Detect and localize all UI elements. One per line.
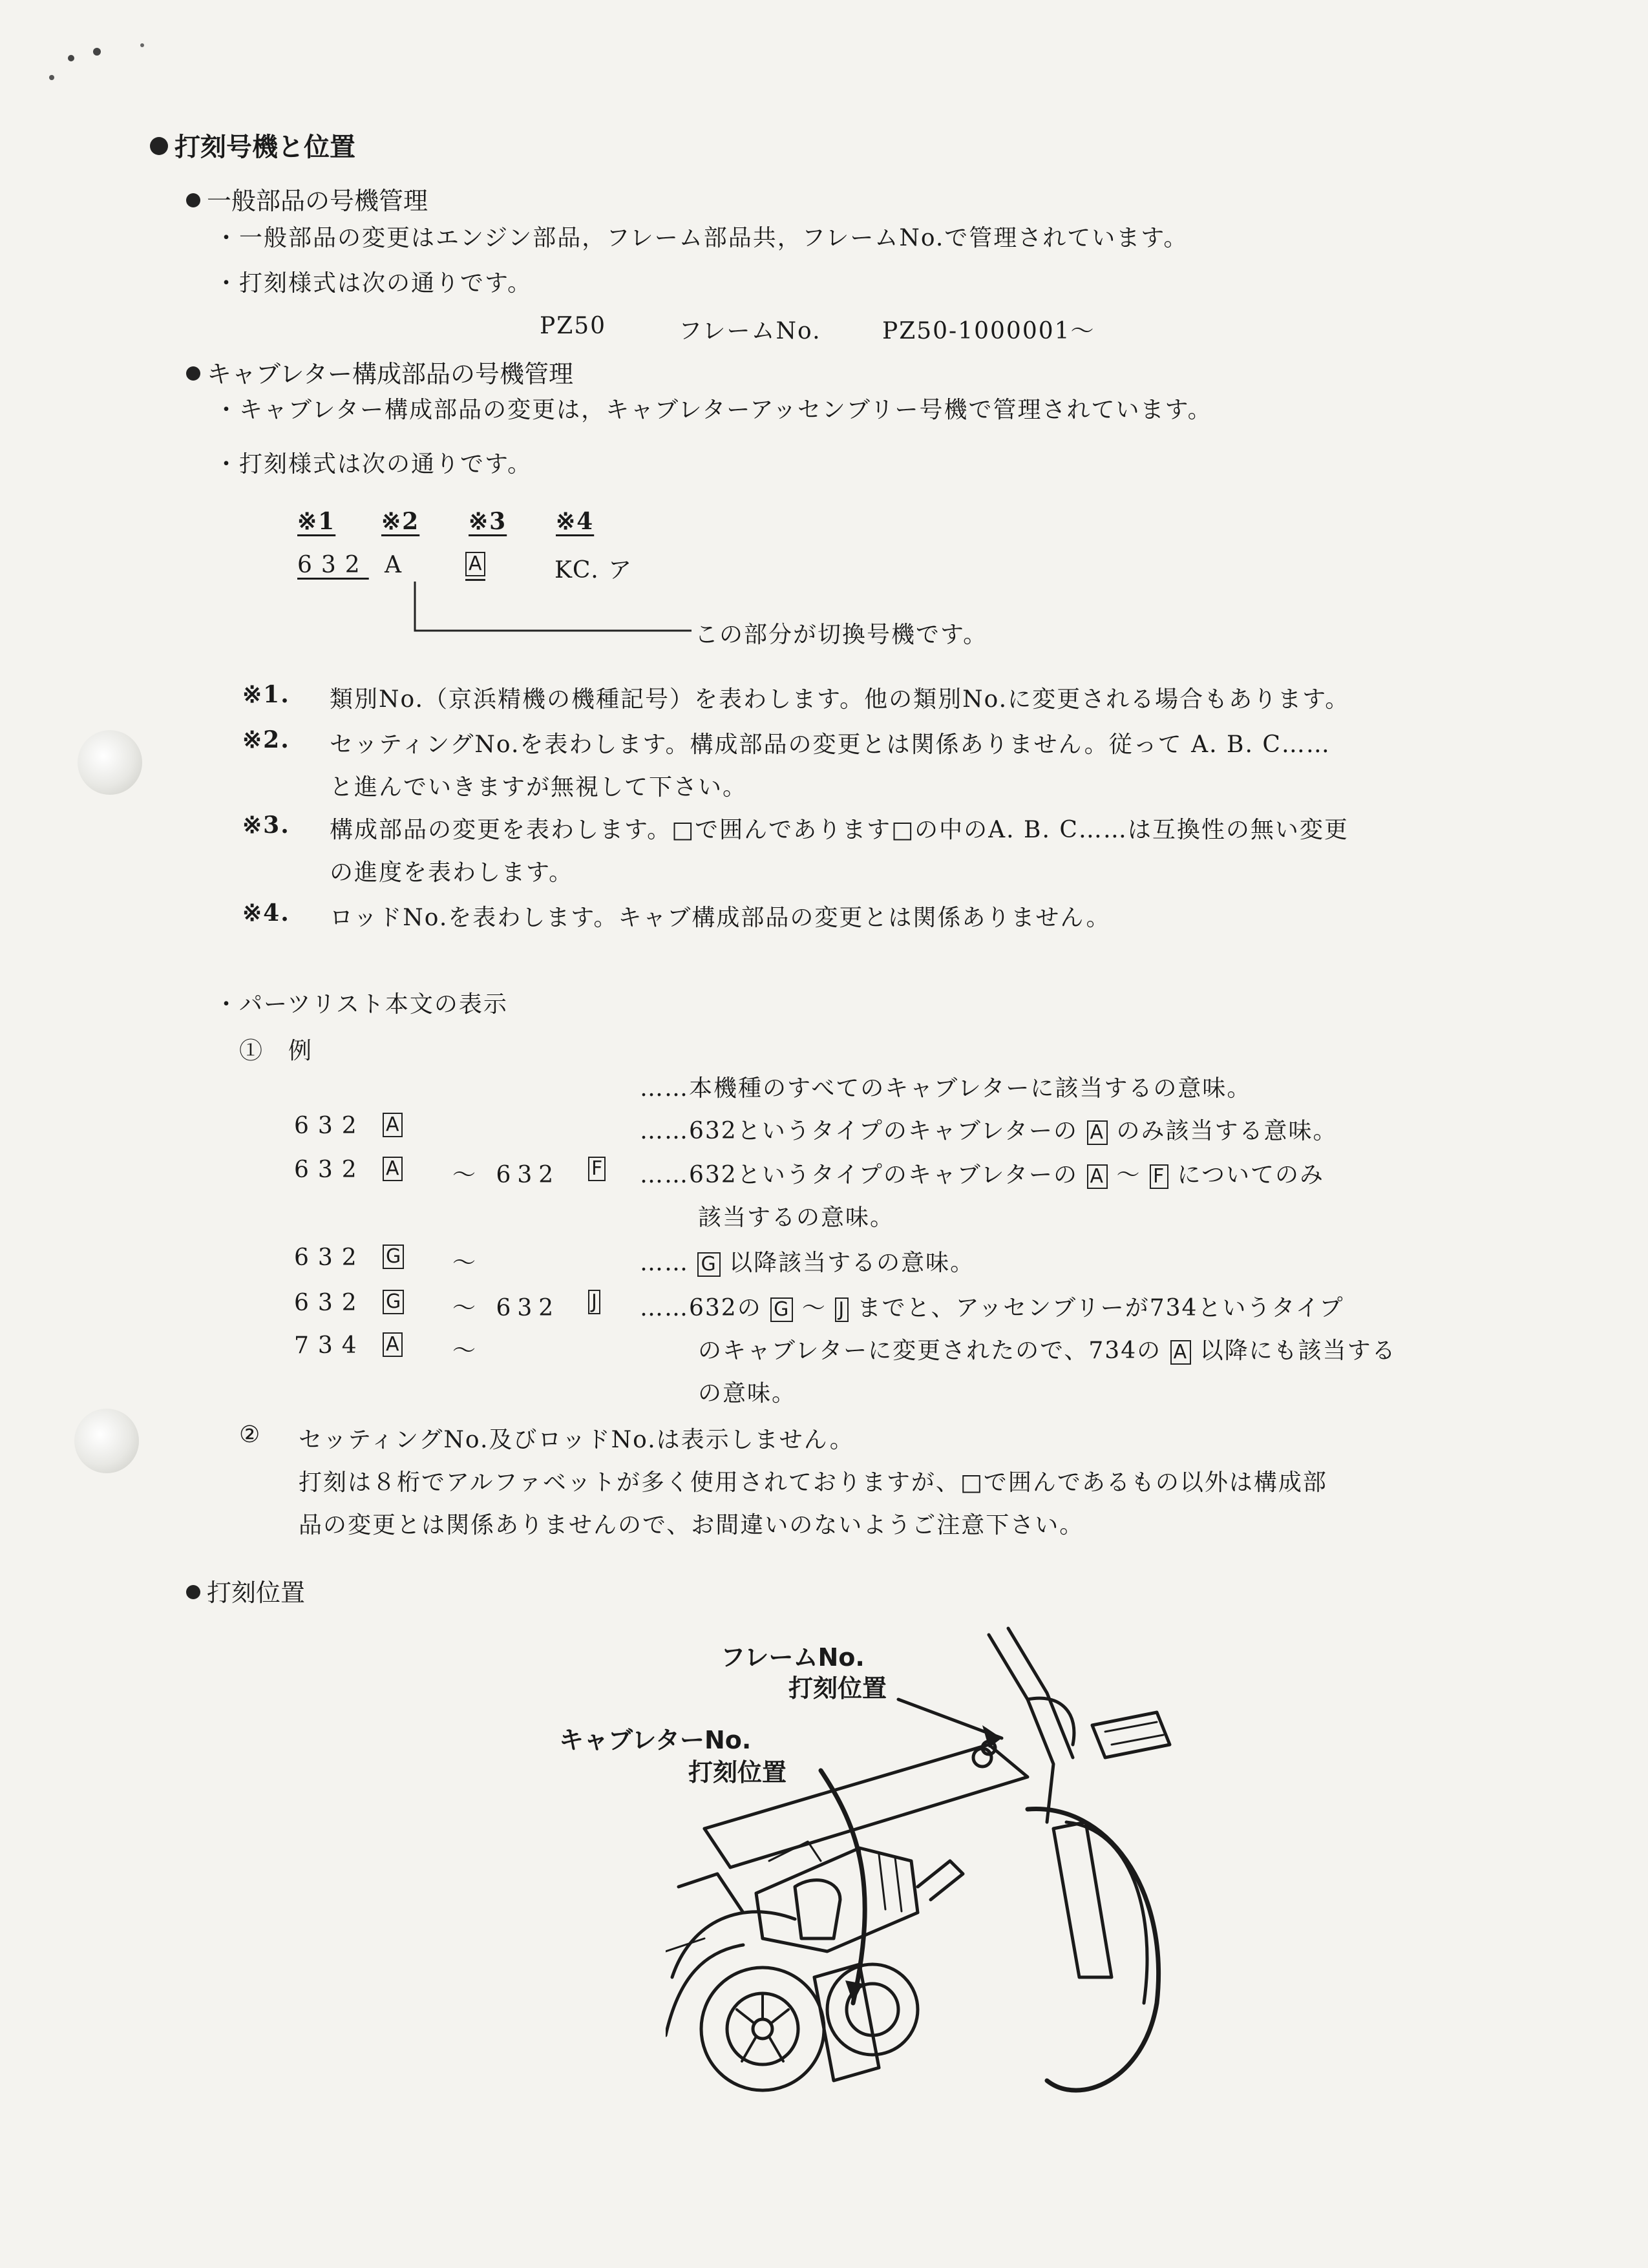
- example-row-3-box: [383, 1244, 404, 1269]
- example-row-0-desc: ……本機種のすべてのキャブレターに該当するの意味。: [640, 1075, 1252, 1102]
- example-row-1-desc: [640, 1113, 1338, 1146]
- desc-part: ～: [801, 1295, 827, 1321]
- desc-part: のみ該当する意味。: [1116, 1118, 1338, 1144]
- note2-line2: 打刻は８桁でアルファベットが多く使用されておりますが、□で囲んであるもの以外は構成部: [299, 1469, 1327, 1496]
- example-row-4-box: [383, 1290, 404, 1314]
- example-row-4-desc: [640, 1290, 1344, 1323]
- example-row-2-box2: [588, 1157, 606, 1181]
- boxed-letter: F: [588, 1157, 606, 1181]
- example-row-1-code: 632: [294, 1113, 366, 1139]
- sec1-title: 一般部品の号機管理: [186, 181, 428, 216]
- note-4-mark: ※4.: [242, 899, 290, 927]
- example-row-2-code: 632: [294, 1157, 366, 1183]
- example-label: ① 例: [239, 1038, 313, 1064]
- sec1-model: PZ50: [540, 313, 607, 339]
- position-title: 打刻位置: [186, 1573, 305, 1608]
- switch-bracket: [407, 582, 698, 640]
- example-row-2-box: [383, 1157, 403, 1181]
- desc-part: のキャブレターに変更されたので、734の: [698, 1338, 1162, 1364]
- sec1-frame-label: フレームNo.: [679, 318, 821, 344]
- example-row-3-range: ～: [452, 1250, 478, 1276]
- sec2-line2: ・打刻様式は次の通りです。: [215, 451, 533, 478]
- example-row-5-desc: [698, 1332, 1397, 1365]
- carb-callout-line2: 打刻位置: [688, 1758, 787, 1787]
- boxed-letter: A: [383, 1113, 403, 1137]
- page-heading: 打刻号機と位置: [150, 127, 355, 163]
- desc-part: 以降にも該当する: [1199, 1338, 1397, 1364]
- boxed-letter: J: [835, 1297, 849, 1322]
- example-row-4-code: 632: [294, 1290, 366, 1316]
- example-row-2-desc-cont: 該当するの意味。: [698, 1204, 895, 1231]
- frame-callout-line1: フレームNo.: [721, 1643, 865, 1672]
- sec1-line2: ・打刻様式は次の通りです。: [215, 270, 533, 297]
- desc-part: ……632というタイプのキャブレターの: [640, 1162, 1079, 1188]
- code-label-3: ※3: [469, 508, 507, 535]
- sec1-line1: ・一般部品の変更はエンジン部品，フレーム部品共，フレームNo.で管理されています。: [215, 225, 1188, 251]
- note2-line3: 品の変更とは関係ありませんので、お間違いのないようご注意下さい。: [299, 1512, 1084, 1538]
- note-2-text: セッティングNo.を表わします。構成部品の変更とは関係ありません。従って A. B. C……: [330, 731, 1331, 758]
- note-2-mark: ※2.: [242, 726, 290, 753]
- example-row-5-range: ～: [452, 1338, 478, 1364]
- example-row-3-code: 632: [294, 1244, 366, 1271]
- code-setting-letter: A: [385, 552, 403, 578]
- note-3-text-cont: の進度を表わします。: [330, 859, 574, 886]
- example-row-1-box: [383, 1113, 403, 1137]
- code-label-2: ※2: [381, 508, 420, 535]
- note-4-text: ロッドNo.を表わします。キャブ構成部品の変更とは関係ありません。: [330, 905, 1111, 931]
- example-row-5-box: [383, 1332, 403, 1357]
- example-row-4-box2: [588, 1290, 600, 1314]
- bullet-icon: [150, 137, 168, 155]
- desc-part: ……632というタイプのキャブレターの: [640, 1118, 1079, 1144]
- desc-part: ……632の: [640, 1295, 762, 1321]
- note-3-text: 構成部品の変更を表わします。□で囲んであります□の中のA. B. C……は互換性の無い変更: [330, 817, 1349, 843]
- code-change-letter: [465, 552, 485, 581]
- sec2-line1: ・キャブレター構成部品の変更は，キャブレターアッセンブリー号機で管理されています。: [215, 397, 1212, 423]
- desc-part: ……: [640, 1250, 689, 1276]
- frame-callout-line2: 打刻位置: [788, 1674, 887, 1703]
- example-row-2-desc: [640, 1157, 1324, 1190]
- desc-part: までと、アッセンブリーが734というタイプ: [857, 1295, 1344, 1321]
- parts-title: ・パーツリスト本文の表示: [215, 991, 508, 1018]
- example-row-4-range: ～ 632: [452, 1295, 560, 1321]
- note-1-text: 類別No.（京浜精機の機種記号）を表わします。他の類別No.に変更される場合もあります。: [330, 686, 1350, 713]
- boxed-letter: A: [465, 552, 485, 576]
- motorcycle-illustration: [666, 1615, 1228, 2119]
- code-label-1: ※1: [297, 508, 336, 535]
- sec1-frame-value: PZ50-1000001～: [882, 318, 1095, 344]
- example-row-5-code: 734: [294, 1332, 366, 1359]
- desc-part: についてのみ: [1177, 1162, 1324, 1188]
- code-class-number: 632: [297, 552, 369, 578]
- bullet-icon: [186, 193, 200, 207]
- example-row-2-range: ～ 632: [452, 1162, 560, 1188]
- boxed-letter: G: [383, 1290, 404, 1314]
- example-row-5-desc-cont: の意味。: [698, 1380, 797, 1407]
- example-row-3-desc: [640, 1244, 975, 1277]
- code-lot: KC. ア: [555, 557, 633, 583]
- boxed-letter: F: [1150, 1164, 1168, 1189]
- sec2-title: キャブレター構成部品の号機管理: [186, 354, 573, 390]
- boxed-letter: A: [383, 1332, 403, 1357]
- switch-note: この部分が切換号機です。: [695, 622, 988, 648]
- bullet-icon: [186, 366, 200, 381]
- note2-label: ②: [239, 1422, 262, 1448]
- desc-part: ～: [1116, 1162, 1141, 1188]
- boxed-letter: A: [1170, 1340, 1192, 1365]
- note-1-mark: ※1.: [242, 681, 290, 708]
- boxed-letter: A: [383, 1157, 403, 1181]
- boxed-letter: A: [1087, 1164, 1108, 1189]
- boxed-letter: G: [697, 1252, 720, 1277]
- boxed-letter: J: [588, 1290, 600, 1314]
- carb-callout-line1: キャブレターNo.: [559, 1726, 752, 1754]
- desc-part: 以降該当するの意味。: [729, 1250, 975, 1276]
- boxed-letter: A: [1087, 1120, 1108, 1145]
- bullet-icon: [186, 1585, 200, 1599]
- note-2-text-cont: と進んでいきますが無視して下さい。: [330, 774, 748, 801]
- note2-line1: セッティングNo.及びロッドNo.は表示しません。: [299, 1427, 854, 1453]
- boxed-letter: G: [770, 1297, 793, 1322]
- boxed-letter: G: [383, 1244, 404, 1269]
- code-label-4: ※4: [556, 508, 595, 535]
- note-3-mark: ※3.: [242, 812, 290, 839]
